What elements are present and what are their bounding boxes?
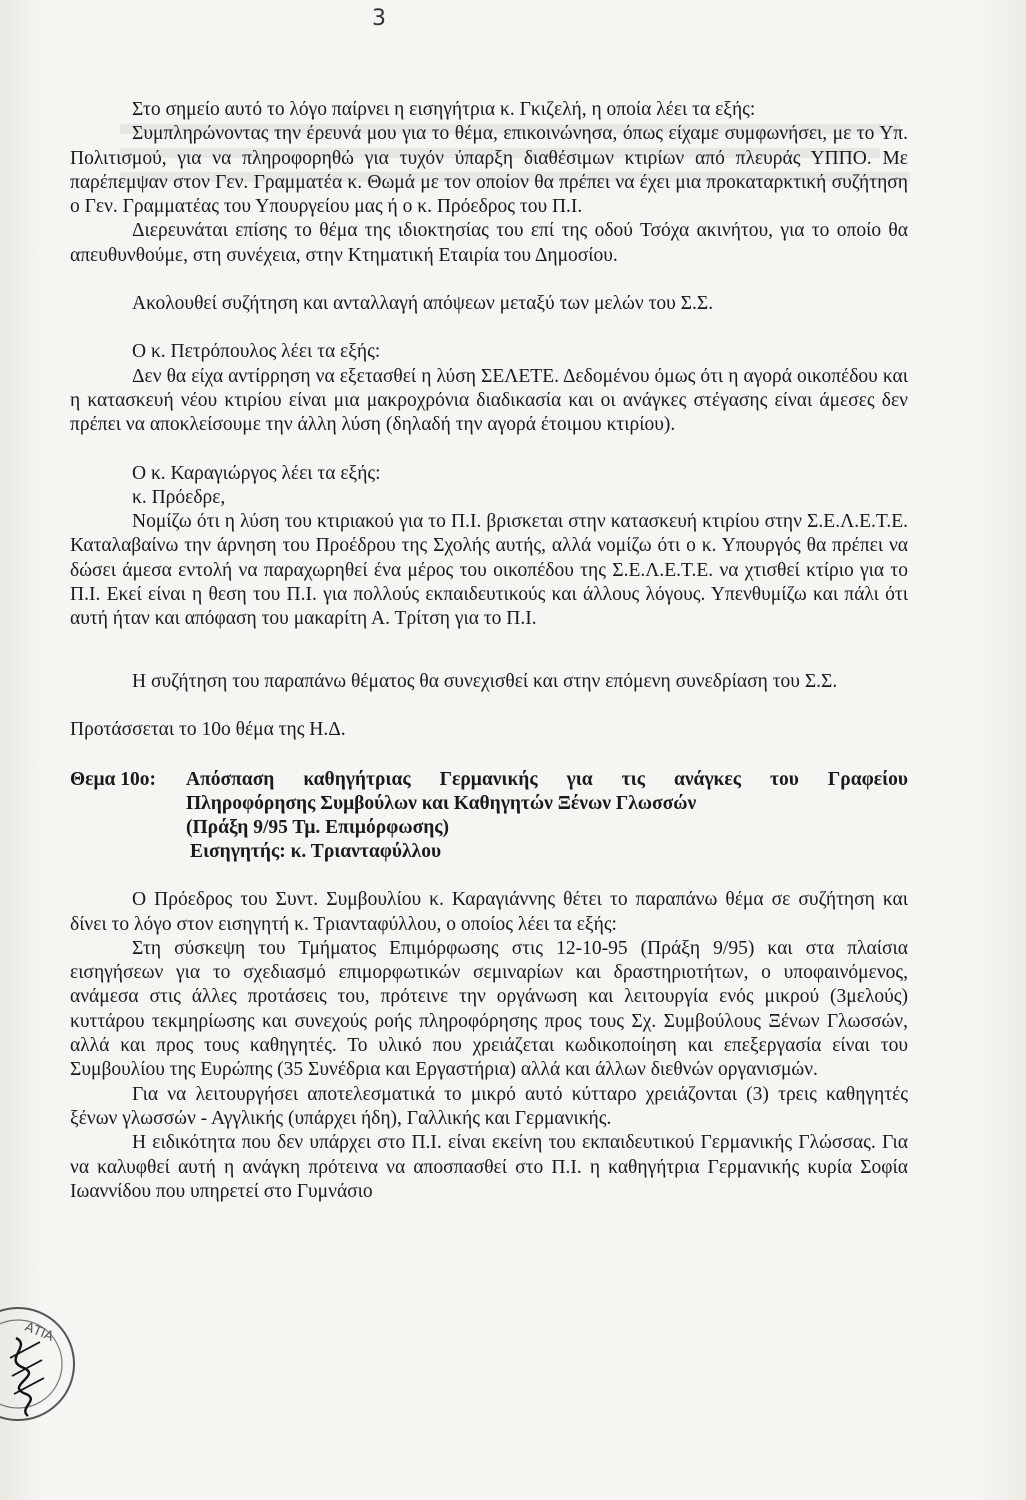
paragraph-property-inquiry: Διερευνάται επίσης το θέμα της ιδιοκτησίας του επί της οδού Τσόχα ακινήτου, για το οποίο θα απευθυνθούμε, στη συνέχεια, στην Κτηματική Εταιρία του Δημοσίου. [70, 220, 908, 266]
topic-heading-title-cont: Πληροφόρησης Συμβούλων και Καθηγητών Ξένων Γλωσσών [186, 793, 697, 815]
official-stamp-and-signature [0, 1298, 94, 1430]
paragraph-topic-announcement: Προτάσσεται το 10ο θέμα της Η.Δ. [70, 718, 346, 740]
paragraph-gkizeli-report: Συμπληρώνοντας την έρευνά μου για το θέμα, επικοινώνησα, όπως είχαμε συμφωνήσει, με το Υπ. Πολιτισμού, για να πληροφορηθώ για τυχόν ύπαρξη διαθέσιμων κτιρίων από πλευράς ΥΠΠΟ. Με παρέπεμψαν στον Γεν. Γραμματέα κ. Θωμά με τον οποίον θα πρέπει να έχει μια προκαταρκτική συζήτηση ο Γεν. Γραμματέας του Υπουργείου μας ή ο κ. Πρόεδρος του Π.Ι. [70, 123, 908, 218]
topic-heading-label: Θεμα 10ο: [70, 769, 157, 791]
paragraph-petropoulos-intro: Ο κ. Πετρόπουλος λέει τα εξής: [132, 341, 381, 363]
paragraph-german-teacher: Η ειδικότητα που δεν υπάρχει στο Π.Ι. είναι εκείνη του εκπαιδευτικού Γερμανικής Γλώσσας. Για να καλυφθεί αυτή η ανάγκη πρότεινα να αποσπασθεί στο Π.Ι. η καθηγήτρια Γερμανικής κυρία Σοφία Ιωαννίδου που υπηρετεί στο Γυμνάσιο [70, 1132, 908, 1202]
page-number: 3 [372, 6, 386, 31]
paragraph-staffing-needs: Για να λειτουργήσει αποτελεσματικά το μικρό αυτό κύτταρο χρειάζονται (3) τρεις καθηγητές ξένων γλωσσών - Αγγλικής (υπάρχει ήδη), Γαλλικής και Γερμανικής. [70, 1083, 908, 1129]
paragraph-karagiorgos-statement: Νομίζω ότι η λύση του κτιριακού για το Π.Ι. βρισκεται στην κατασκευή κτιρίου στην Σ.Ε.Λ.Ε.Τ.Ε. Καταλαβαίνω την άρνηση του Προέδρου της Σχολής αυτής, αλλά νομίζω ότι ο κ. Υπουργός θα πρέπει να δώσει άμεσα εντολή να παραχωρηθεί ένα μέρος του οικοπέδου της Σ.Ε.Λ.Ε.Τ.Ε. να χτισθεί κτίριο για το Π.Ι. Εκεί είναι η θεση του Π.Ι. για πολλούς εκπαιδευτικούς και άλλους λόγους. Υπενθυμίζω και πάλι ότι αυτή ήταν και απόφαση του μακαρίτη Α. Τρίτση για το Π.Ι. [70, 511, 908, 630]
paragraph-continuation: Η συζήτηση του παραπάνω θέματος θα συνεχισθεί και στην επόμενη συνεδρίαση του Σ.Σ. [132, 670, 838, 692]
topic-heading-act: (Πράξη 9/95 Τμ. Επιμόρφωσης) [186, 817, 449, 839]
paragraph-intro: Στο σημείο αυτό το λόγο παίρνει η εισηγήτρια κ. Γκιζελή, η οποία λέει τα εξής: [132, 99, 756, 120]
paragraph-training-meeting: Στη σύσκεψη του Τμήματος Επιμόρφωσης στις 12-10-95 (Πράξη 9/95) και στα πλαίσια εισηγήσεων για το σχεδιασμό επιμορφωτικών σεμιναρίων και δραστηριοτήτων, ο υποφαινόμενος, ανάμεσα στις άλλες προτάσεις του, πρότεινε την οργάνωση και λειτουργία ενός μικρού (3μελούς) κυττάρου τεκμηρίωσης και συνεχούς ροής πληροφόρησης προς τους Σχ. Συμβούλους Ξένων Γλωσσών, αλλά και προς τους καθηγητές. Το υλικό που χρειάζεται κωδικοποίηση και επεξεργασία είναι του Συμβουλίου της Ευρώπης (35 Συνέδρια και Εργαστήρια) αλλά και άλλων διεθνών οργανισμών. [70, 937, 908, 1081]
paragraph-president-intro: Ο Πρόεδρος του Συντ. Συμβουλίου κ. Καραγιάννης θέτει το παραπάνω θέμα σε συζήτηση και δίνει το λόγο στον εισηγητή κ. Τριανταφύλλου, ο οποίος λέει τα εξής: [70, 889, 908, 935]
paragraph-discussion: Ακολουθεί συζήτηση και ανταλλαγή απόψεων μεταξύ των μελών του Σ.Σ. [132, 293, 714, 315]
topic-heading-title: Απόσπαση καθηγήτριας Γερμανικής για τις ανάγκες του Γραφείου [186, 769, 908, 791]
topic-heading-rapporteur: Εισηγητής: κ. Τριανταφύλλου [190, 841, 442, 863]
document-body [70, 98, 908, 1204]
stamp-text: ΑΤΙΑ [22, 1319, 56, 1345]
topic-heading [70, 768, 908, 864]
paragraph-petropoulos-statement: Δεν θα είχα αντίρρηση να εξετασθεί η λύση ΣΕΛΕΤΕ. Δεδομένου όμως ότι η αγορά οικοπέδου και η κατασκευή νέου κτιρίου είναι μια μακροχρόνια διαδικασία και οι ανάγκες στέγασης είναι άμεσες δεν πρέπει να αποκλείσουμε την άλλη λύση (δηλαδή την αγορά έτοιμου κτιρίου). [70, 365, 908, 436]
paragraph-salutation: κ. Πρόεδρε, [132, 486, 226, 508]
paragraph-karagiorgos-intro: Ο κ. Καραγιώργος λέει τα εξής: [132, 462, 381, 484]
